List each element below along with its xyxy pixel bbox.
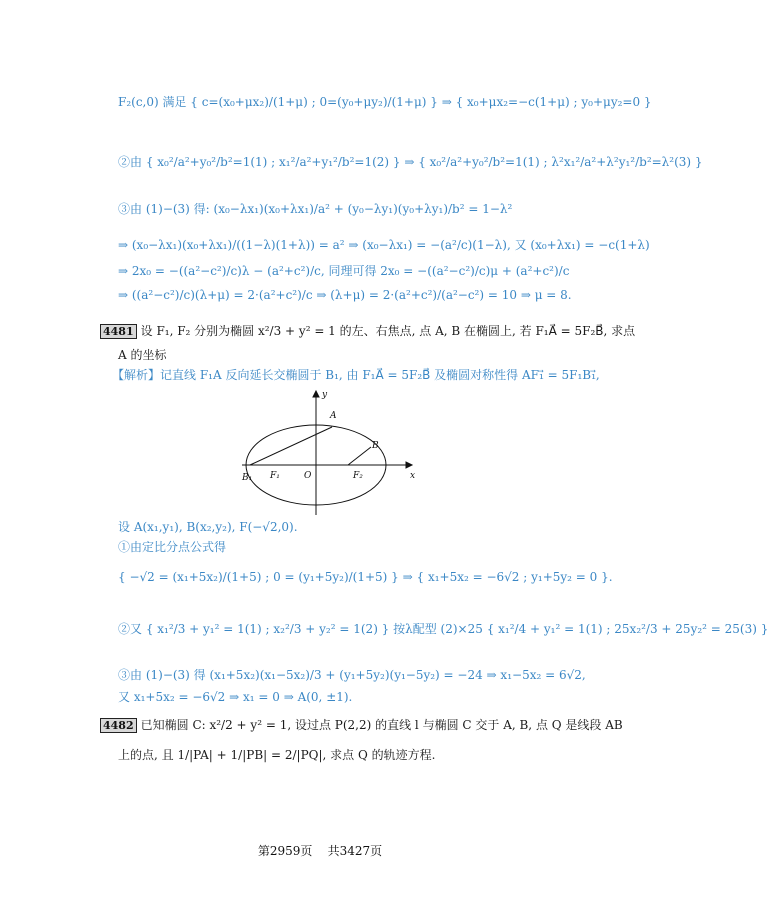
problem-text: A 的坐标 <box>118 348 167 362</box>
point-f2-label: F₂ <box>353 471 363 481</box>
problem-4482-line1 <box>100 716 623 733</box>
solution-line: ⇒ ((a²−c²)/c)(λ+μ) = 2·(a²+c²)/c ⇒ (λ+μ) = 2·(a²+c²)/(a²−c²) = 10 ⇒ μ = 8. <box>118 288 572 302</box>
ellipse-figure <box>230 385 430 520</box>
page-number: 第2959页 <box>257 844 313 858</box>
problem-text: 上的点, 且 1/|PA| + 1/|PB| = 2/|PQ|, 求点 Q 的轨迹方程. <box>118 748 436 762</box>
problem-text: 设 F₁, F₂ 分别为椭圆 x²/3 + y² = 1 的左、右焦点, 点 A, B 在椭圆上, 若 F₁A⃗ = 5F₂B⃗, 求点 <box>140 324 636 338</box>
point-b1-label: B₁ <box>242 473 253 483</box>
page-total: 共3427页 <box>327 844 383 858</box>
chord-b1-a <box>250 427 332 465</box>
solution-line: ⇒ 2x₀ = −((a²−c²)/c)λ − (a²+c²)/c, 同理可得 2x₀ = −((a²−c²)/c)μ + (a²+c²)/c <box>118 264 570 278</box>
solution-line: ②又 { x₁²/3 + y₁² = 1(1) ; x₂²/3 + y₂² = 1(2) } 按λ配型 (2)×25 { x₁²/4 + y₁² = 1(1) ; 25x₂²/3 + 25y₂² = 25(3) } <box>118 622 768 636</box>
problem-number-badge: 4482 <box>100 718 137 733</box>
solution-line: ③由 (1)−(3) 得 (x₁+5x₂)(x₁−5x₂)/3 + (y₁+5y₂)(y₁−5y₂) = −24 ⇒ x₁−5x₂ = 6√2, <box>118 668 586 682</box>
point-f1-label: F₁ <box>270 471 280 481</box>
solution-line: 设 A(x₁,y₁), B(x₂,y₂), F(−√2,0). <box>118 520 298 534</box>
page-footer <box>0 842 640 859</box>
y-axis-label: y <box>322 390 328 400</box>
x-axis-arrow <box>406 462 412 468</box>
solution-line: ①由定比分点公式得 <box>118 540 227 554</box>
problem-4481-line1 <box>100 322 635 339</box>
problem-number-badge: 4481 <box>100 324 137 339</box>
origin-label: O <box>304 471 312 481</box>
problem-text: 已知椭圆 C: x²/2 + y² = 1, 设过点 P(2,2) 的直线 l 与椭圆 C 交于 A, B, 点 Q 是线段 AB <box>140 718 623 732</box>
point-a-label: A <box>330 411 337 421</box>
solution-line: F₂(c,0) 满足 { c=(x₀+μx₂)/(1+μ) ; 0=(y₀+μy₂)/(1+μ) } ⇒ { x₀+μx₂=−c(1+μ) ; y₀+μy₂=0 } <box>118 95 652 109</box>
solution-line: ②由 { x₀²/a²+y₀²/b²=1(1) ; x₁²/a²+y₁²/b²=1(2) } ⇒ { x₀²/a²+y₀²/b²=1(1) ; λ²x₁²/a²+λ²y₁²/b²=λ²(3) } <box>118 155 703 169</box>
solution-text: 记直线 F₁A 反向延长交椭圆于 B₁, 由 F₁A⃗ = 5F₂B⃗ 及椭圆对称性得 AF₁⃗ = 5F₁B₁⃗, <box>160 368 600 382</box>
solution-line: ⇒ (x₀−λx₁)(x₀+λx₁)/((1−λ)(1+λ)) = a² ⇒ (x₀−λx₁) = −(a²/c)(1−λ), 又 (x₀+λx₁) = −c(1+λ) <box>118 238 650 252</box>
solution-label: 【解析】 <box>112 368 161 382</box>
point-b-label: B <box>372 441 379 451</box>
solution-line <box>112 366 600 383</box>
solution-line: { −√2 = (x₁+5x₂)/(1+5) ; 0 = (y₁+5y₂)/(1+5) } ⇒ { x₁+5x₂ = −6√2 ; y₁+5y₂ = 0 }. <box>118 570 613 584</box>
solution-line: ③由 (1)−(3) 得: (x₀−λx₁)(x₀+λx₁)/a² + (y₀−λy₁)(y₀+λy₁)/b² = 1−λ² <box>118 202 513 216</box>
x-axis-label: x <box>410 471 416 481</box>
solution-line: 又 x₁+5x₂ = −6√2 ⇒ x₁ = 0 ⇒ A(0, ±1). <box>118 690 353 704</box>
y-axis-arrow <box>313 391 319 397</box>
segment-f2-b <box>348 447 371 465</box>
